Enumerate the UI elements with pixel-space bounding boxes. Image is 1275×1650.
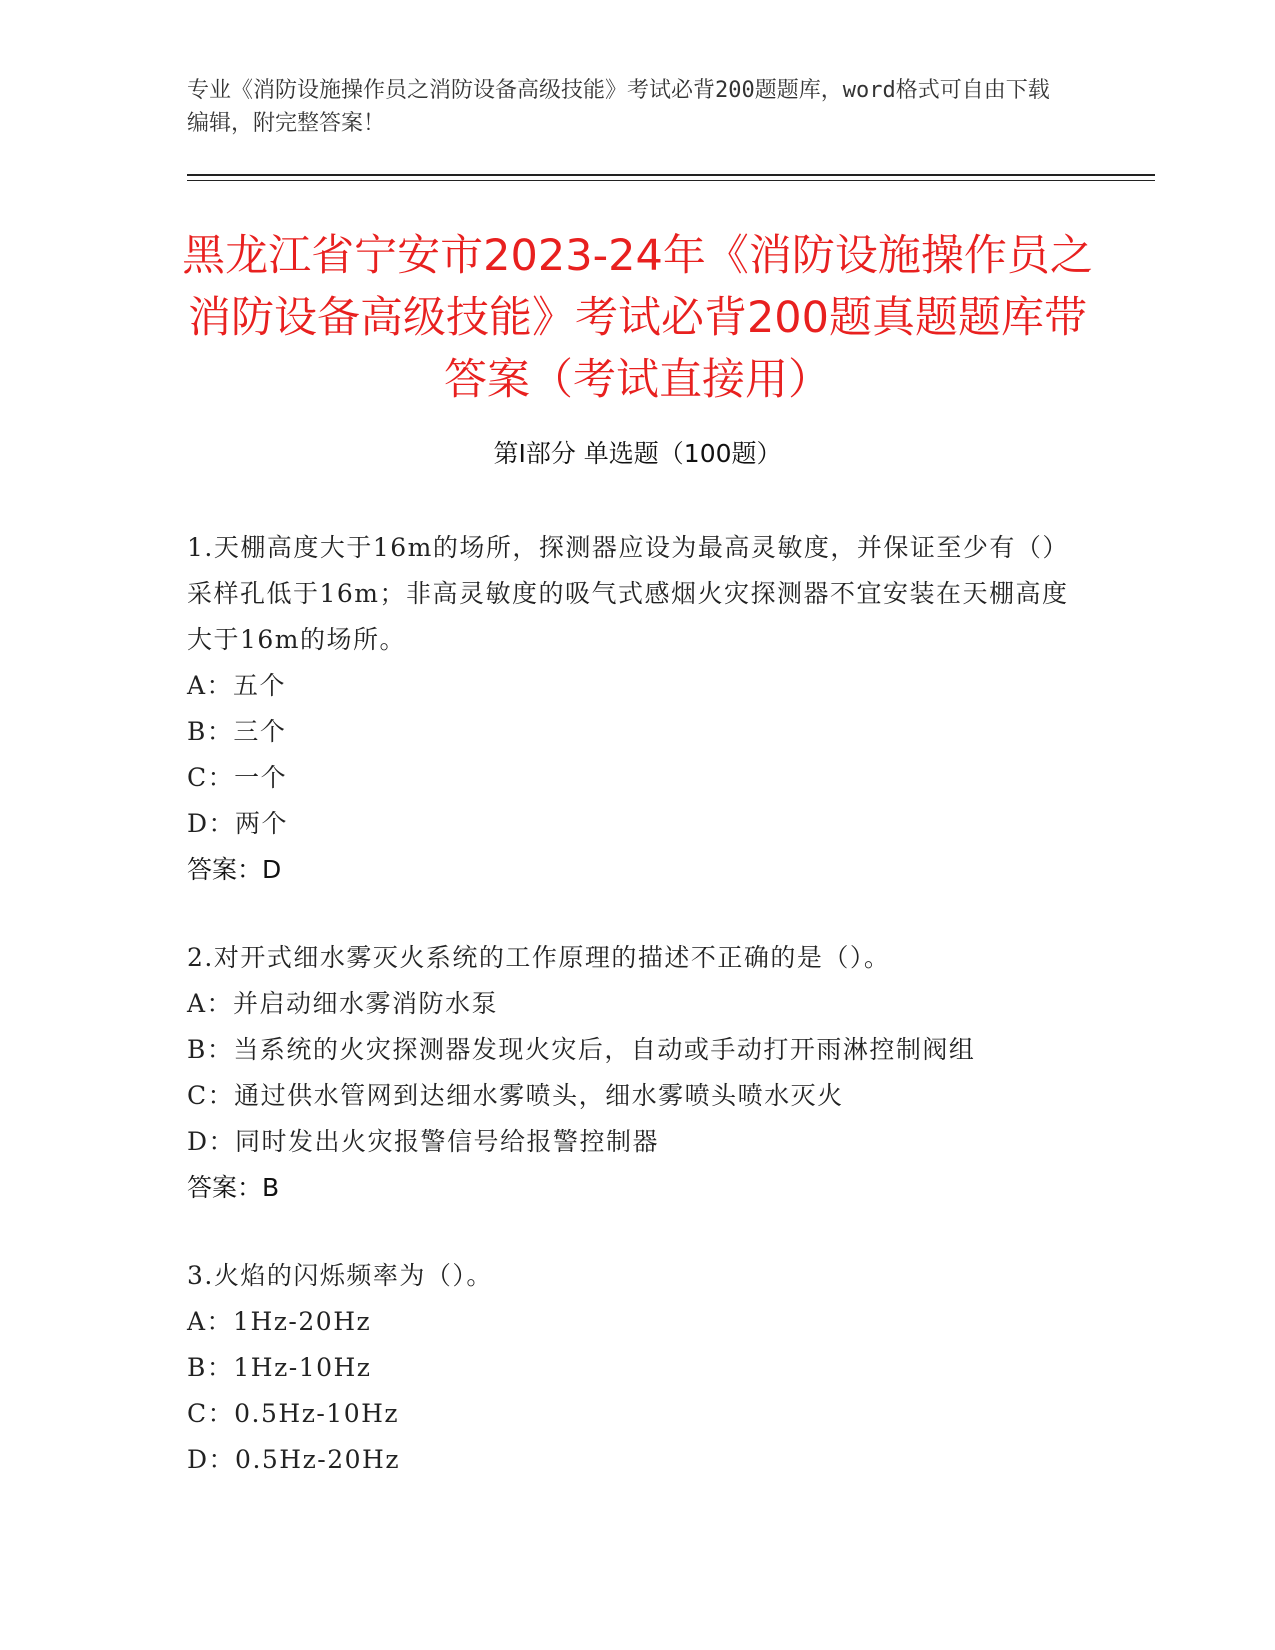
option-a: A：并启动细水雾消防水泵 <box>187 989 499 1018</box>
question-2 <box>187 935 1087 1211</box>
question-list <box>187 525 1087 1525</box>
question-1 <box>187 525 1087 893</box>
header-rule-thin <box>187 180 1155 181</box>
option-d: D：两个 <box>187 809 289 838</box>
option-c: C：通过供水管网到达细水雾喷头，细水雾喷头喷水灭火 <box>187 1081 844 1110</box>
option-b: B：三个 <box>187 717 287 746</box>
document-title: 黑龙江省宁安市2023-24年《消防设施操作员之消防设备高级技能》考试必背200题真题题库带答案（考试直接用） <box>182 231 1093 405</box>
question-stem: 1.天棚高度大于16m的场所，探测器应设为最高灵敏度，并保证至少有（）采样孔低于16m；非高灵敏度的吸气式感烟火灾探测器不宜安装在天棚高度大于16m的场所。 <box>187 533 1069 654</box>
option-d: D：0.5Hz-20Hz <box>187 1445 401 1474</box>
question-stem: 2.对开式细水雾灭火系统的工作原理的描述不正确的是（）。 <box>187 943 891 972</box>
option-c: C：一个 <box>187 763 288 792</box>
option-d: D：同时发出火灾报警信号给报警控制器 <box>187 1127 660 1156</box>
answer-line: 答案：D <box>187 855 282 884</box>
answer-line: 答案：B <box>187 1173 280 1202</box>
header-rule-thick <box>187 174 1155 176</box>
option-b: B：当系统的火灾探测器发现火灾后，自动或手动打开雨淋控制阀组 <box>187 1035 976 1064</box>
section-title: 第Ⅰ部分 单选题（100题） <box>493 439 782 468</box>
option-a: A：五个 <box>187 671 287 700</box>
option-a: A：1Hz-20Hz <box>187 1307 372 1336</box>
option-b: B：1Hz-10Hz <box>187 1353 372 1382</box>
option-c: C：0.5Hz-10Hz <box>187 1399 400 1428</box>
question-stem: 3.火焰的闪烁频率为（）。 <box>187 1261 493 1290</box>
question-3 <box>187 1253 1087 1483</box>
header-note: 专业《消防设施操作员之消防设备高级技能》考试必背200题题库，word格式可自由下载编辑，附完整答案！ <box>187 78 1050 136</box>
